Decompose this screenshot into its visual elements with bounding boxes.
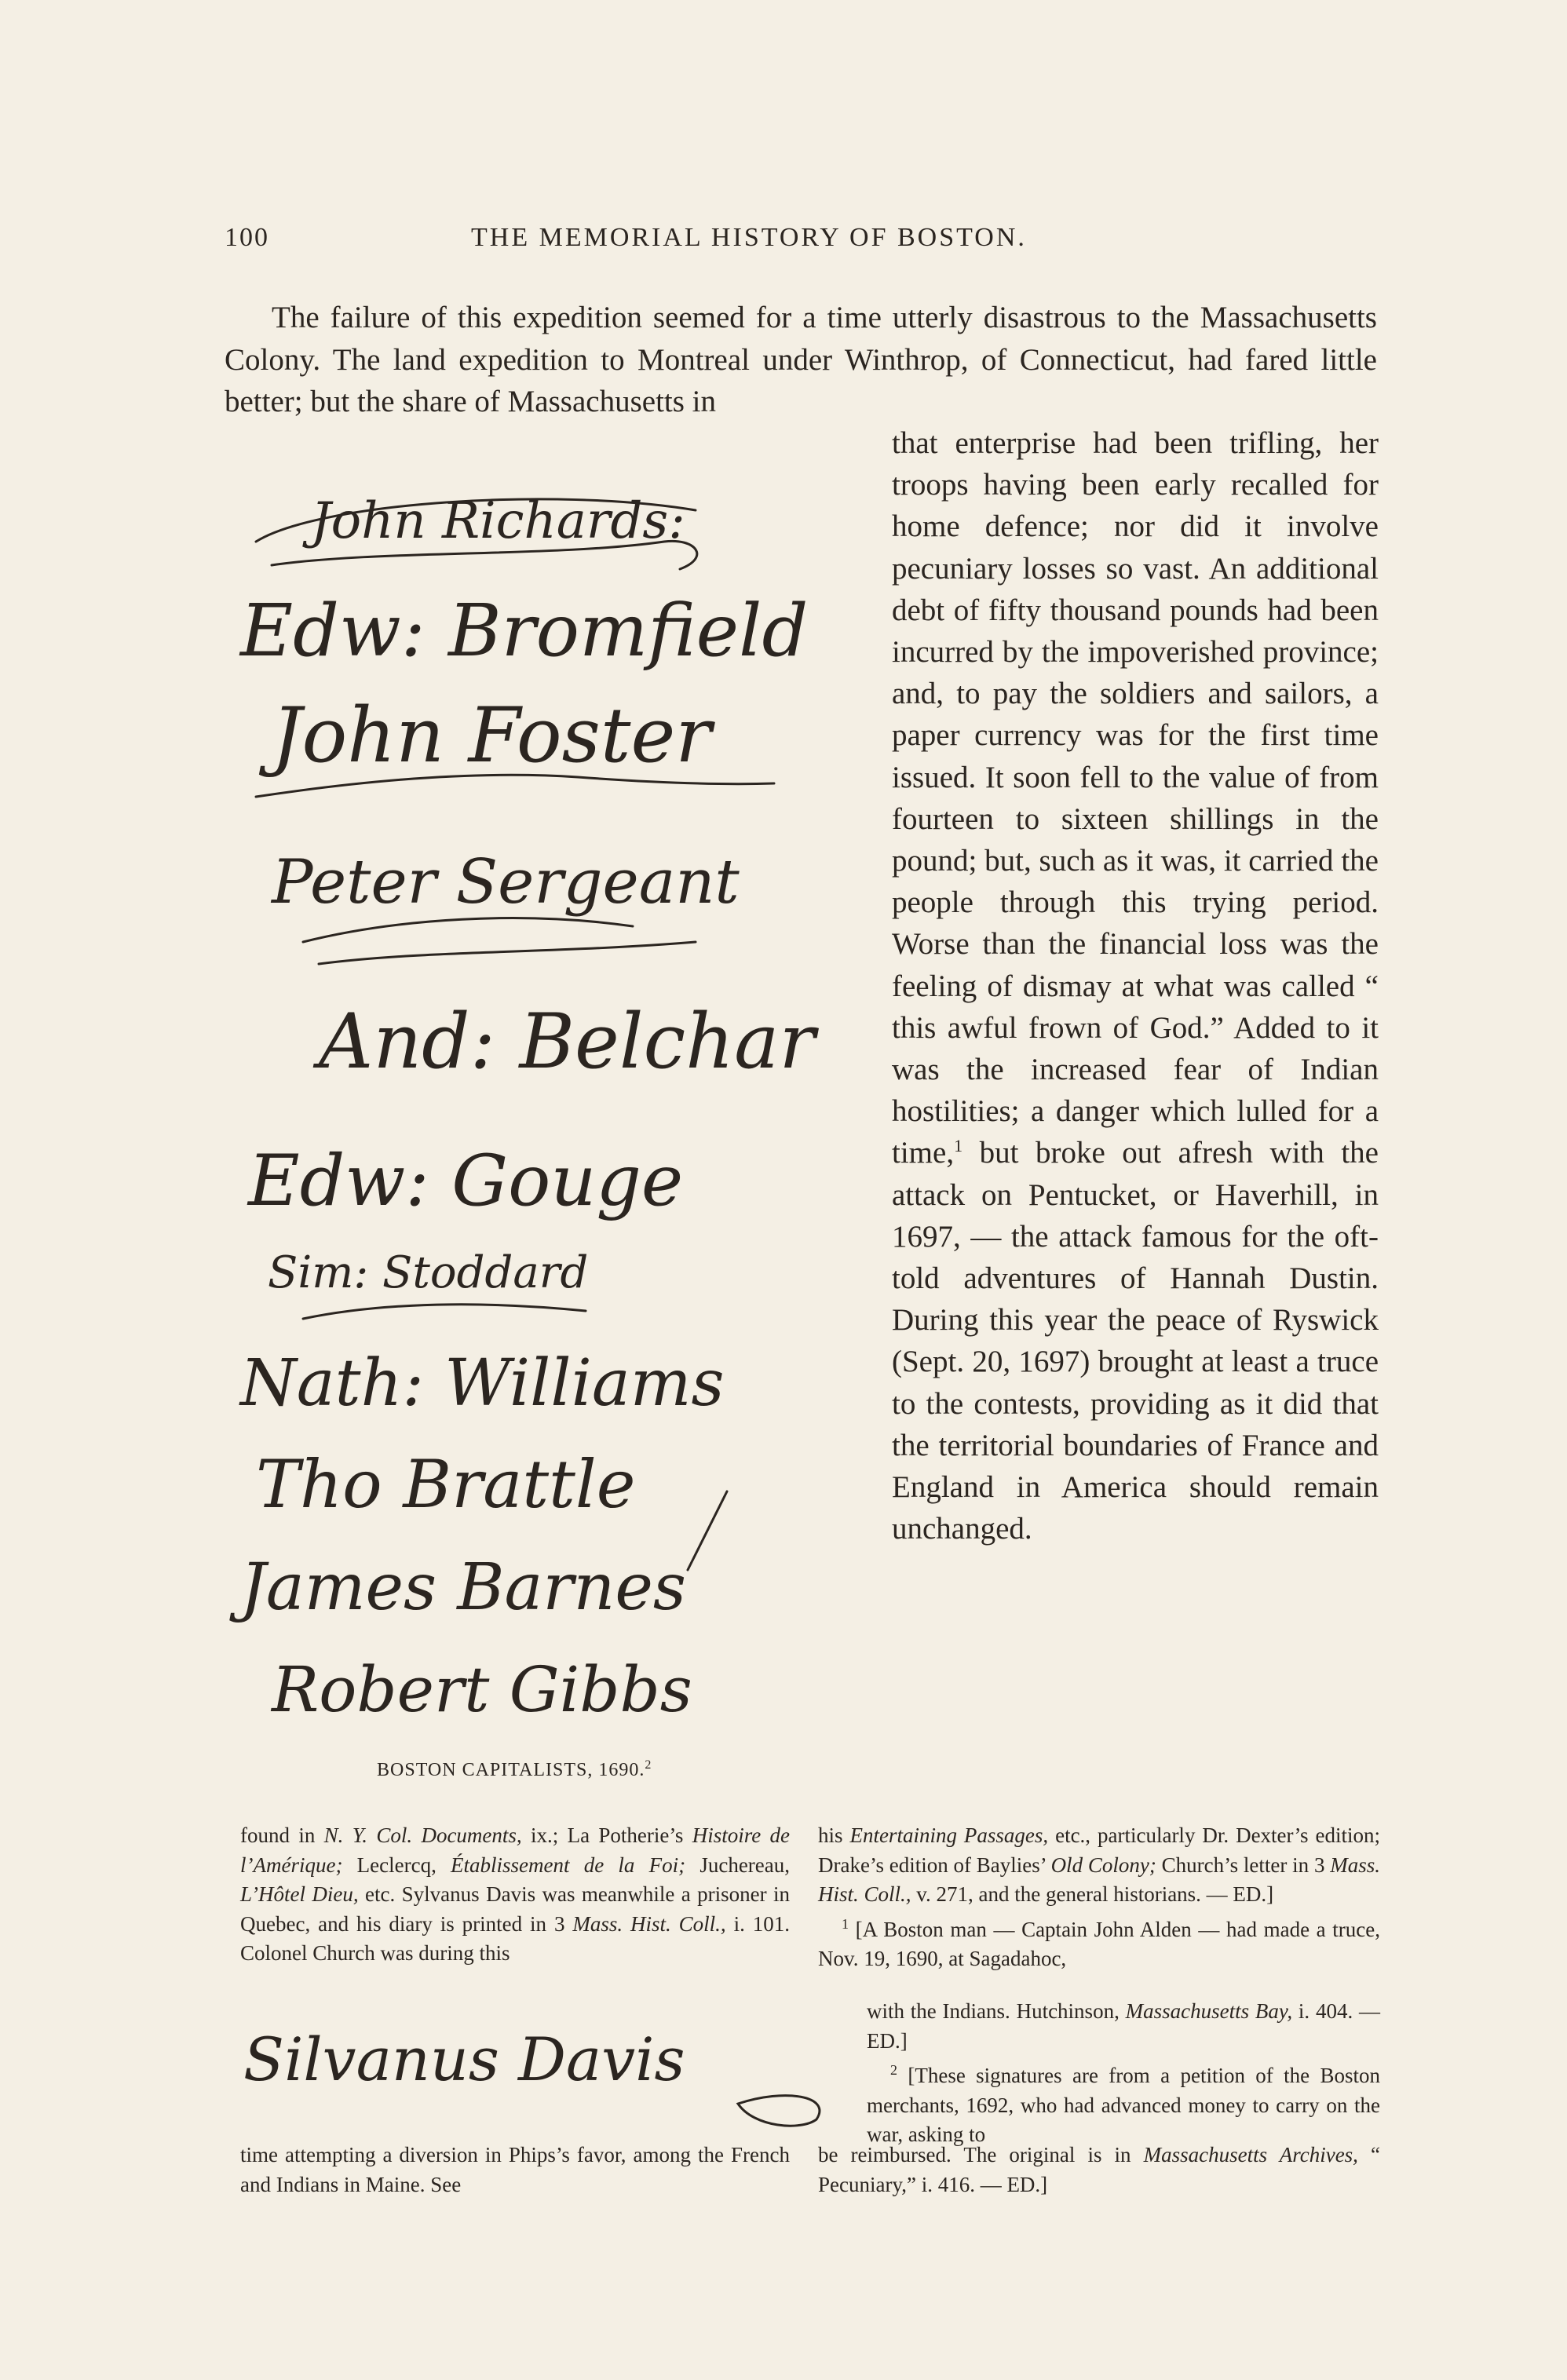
signature-silvanus-davis: Silvanus Davis <box>243 2024 685 2094</box>
flourish-5 <box>319 942 696 964</box>
footnote-mark-2: 2 <box>890 2062 897 2078</box>
flourish-7 <box>688 1491 727 1570</box>
fn-text: etc. Sylvanus Davis was meanwhile a prisoner in Quebec, and his diary is printed in 3 <box>240 1882 791 1936</box>
flourish-davis <box>738 2096 820 2126</box>
fn-text: i. 101. Colonel Church was during this <box>240 1911 790 1965</box>
illustration-caption <box>377 1758 652 1781</box>
running-title: THE MEMORIAL HISTORY OF BOSTON. <box>471 223 1027 252</box>
fn-italic-title: Histoire de l’Amérique; <box>240 1823 791 1877</box>
footnote-left-bottom <box>240 2141 790 2199</box>
fn-text: [A Boston man — Captain John Alden — had made a truce, Nov. 19, 1690, at Sagadahoc, <box>818 1917 1380 1970</box>
footnote-right-indented <box>867 1997 1380 2150</box>
signature-and-belchar: And: Belchar <box>319 998 816 1086</box>
davis-signature-illustration <box>236 1994 864 2135</box>
footnote-left-top <box>240 1821 790 1969</box>
fn-text: ix.; La Potherie’s <box>521 1823 692 1847</box>
signature-robert-gibbs: Robert Gibbs <box>272 1653 692 1726</box>
signatures-illustration <box>225 440 884 1735</box>
fn-italic-title: Mass. Hist. Coll., <box>572 1911 726 1936</box>
fn-text: with the Indians. Hutchinson, <box>867 1999 1126 2023</box>
signature-tho-brattle: Tho Brattle <box>256 1446 636 1523</box>
signature-sim-stoddard: Sim: Stoddard <box>268 1247 589 1298</box>
fn-italic-title: N. Y. Col. Documents, <box>323 1823 522 1847</box>
fn-text: his <box>818 1823 850 1847</box>
fn-text: found in <box>240 1823 324 1847</box>
fn-italic-title: Mass. Hist. Coll., <box>818 1853 1380 1906</box>
signature-james-barnes: James Barnes <box>240 1550 686 1625</box>
fn-italic-title: Entertaining Passages, <box>849 1823 1049 1847</box>
caption-text: BOSTON CAPITALISTS, 1690. <box>377 1760 645 1780</box>
fn-italic-title: Massachusetts Bay, <box>1125 1999 1293 2023</box>
signature-nath-williams: Nath: Williams <box>240 1346 725 1421</box>
side-column-paragraph <box>892 422 1379 1550</box>
side-text-a: that enterprise had been trifling, her troops having been early recalled for home defence; nor did it involve pecuniary losses so vast. An additional debt of fifty thousand pounds had been incurred by the impoverished province; and, to pay the soldiers and sailors, a paper currency was for the first time issued. It soon fell to the value of from fourteen to sixteen shillings in the pound; but, such as it was, it carried the people through this trying period. Worse than the financial loss was the feeling of dismay at what was called “ this awful frown of God.” Added to it was the increased fear of Indian hostilities; a danger which lulled for a time, <box>892 426 1379 1170</box>
signature-john-foster: John Foster <box>272 692 712 779</box>
fn-text: etc., particularly Dr. Dexter’s edition; Drake’s edition of Baylies’ <box>818 1823 1380 1877</box>
side-text-b: but broke out afresh with the attack on Pentucket, or Haverhill, in 1697, — the attack famous for the oft-told adventures of Hannah Dustin. During this year the peace of Ryswick (Sept. 20, 1697) brought at least a truce to the contests, providing as it did that the territorial boundaries of France and England in America should remain unchanged. <box>892 1136 1379 1546</box>
signatures-svg <box>225 440 884 1735</box>
flourish-4 <box>303 918 633 942</box>
davis-signature-svg <box>236 1994 864 2135</box>
signature-edw-gouge: Edw: Gouge <box>248 1140 684 1222</box>
fn-italic-title: Établissement de la Foi; <box>451 1853 686 1877</box>
fn-text: “ Pecuniary,” i. 416. — ED.] <box>818 2143 1380 2196</box>
fn-text: Church’s letter in 3 <box>1156 1853 1331 1877</box>
fn-text: [These signatures are from a petition of the Boston merchants, 1692, who had advanced money to carry on the war, asking to <box>867 2064 1380 2146</box>
footnote-right-top <box>818 1821 1380 1974</box>
fn-text: be reimbursed. The original is in <box>818 2143 1144 2166</box>
intro-paragraph <box>225 297 1377 423</box>
signature-john-richards: John Richards: <box>311 492 685 550</box>
fn-text: i. 404. — ED.] <box>867 1999 1380 2053</box>
footnote-ref-1[interactable]: 1 <box>954 1136 963 1156</box>
flourish-6 <box>303 1305 586 1319</box>
fn-text: time attempting a diversion in Phips’s favor, among the French and Indians in Maine. See <box>240 2143 790 2196</box>
fn-text: Leclercq, <box>342 1853 451 1877</box>
footnote-right-bottom <box>818 2141 1380 2199</box>
footnote-ref-2[interactable]: 2 <box>645 1758 652 1772</box>
footnote-mark-1: 1 <box>842 1915 849 1932</box>
fn-italic-title: Old Colony; <box>1050 1853 1156 1877</box>
fn-italic-title: Massachusetts Archives, <box>1143 2143 1358 2166</box>
signature-edw-bromfield: Edw: Bromfield <box>240 589 809 673</box>
page-number: 100 <box>225 223 269 252</box>
fn-italic-title: L’Hôtel Dieu, <box>240 1882 359 1906</box>
signature-peter-sergeant: Peter Sergeant <box>272 847 740 918</box>
intro-text: The failure of this expedition seemed for a time utterly disastrous to the Massachusetts Colony. The land expedition to Montreal under Winthrop, of Connecticut, had fared little better; but the share of Massachusetts in <box>225 301 1377 418</box>
fn-text: v. 271, and the general historians. — ED.] <box>911 1882 1274 1906</box>
fn-text: Juchereau, <box>685 1853 791 1877</box>
